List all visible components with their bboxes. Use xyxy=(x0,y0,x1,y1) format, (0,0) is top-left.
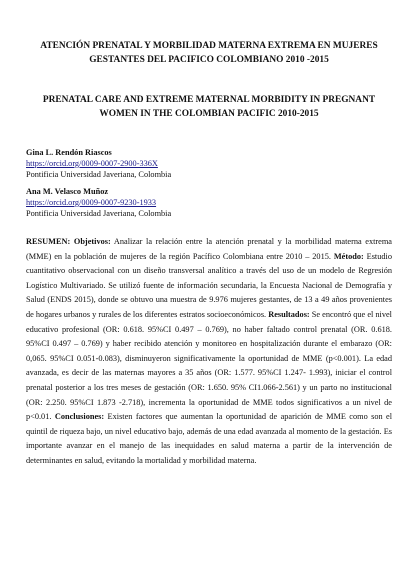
author-affiliation: Pontificia Universidad Javeriana, Colombia xyxy=(26,209,172,218)
conclusiones-label: Conclusiones: xyxy=(54,412,105,422)
conclusiones-text: Existen factores que aumentan la oportunidad de aparición de MME como son el quintil de riqueza bajo, un nivel educativo bajo, además de una edad avanzada al momento de la gestación. Es importante avanzar en el manejo de las inequidades en salud materna a partir de la intervención de determinantes en salud, evitando la mortalidad y morbilidad materna. xyxy=(26,412,393,465)
author-name: Gina L. Rendón Riascos xyxy=(26,148,112,157)
author-name: Ana M. Velasco Muñoz xyxy=(26,187,109,196)
english-title: PRENATAL CARE AND EXTREME MATERNAL MORBIDITY IN PREGNANT WOMEN IN THE COLOMBIAN PACIFIC 2010-2015 xyxy=(42,95,376,119)
author-block xyxy=(26,186,171,219)
objetivos-text: Analizar la relación entre la atención prenatal y la morbilidad materna extrema (MME) en la población de mujeres de la región Pacífico Colombiana entre 2010 – 2015. xyxy=(26,237,392,261)
orcid-link[interactable]: https://orcid.org/0009-0007-2900-336X xyxy=(26,159,158,168)
resultados-label: Resultados: xyxy=(268,309,310,319)
resumen-label: RESUMEN xyxy=(26,237,68,246)
objetivos-label: Objetivos: xyxy=(73,237,111,246)
metodo-text: Estudio cuantitativo observacional con un diseño transversal analítico a través del uso de un modelo de Regresión Logístico Multivariado. Se utilizó fuente de información secundaria, la Encuesta Nacional de Demografía y Salud (ENDS 2015), donde se obtuvo una muestra de 9.976 mujeres gestantes, de 13 a 49 años provenientes de hogares urbanos y rurales de los diferentes estratos socioeconómicos. xyxy=(26,251,392,319)
abstract-paragraph: RESUMEN: Objetivos: Analizar la relación entre la atención prenatal y la morbilidad materna extrema (MME) en la población de mujeres de la región Pacífico Colombiana entre 2010 – 2015. Método: Estudio cuantitativo observacional con un diseño transversal analítico a través del uso de un modelo de Regresión Logístico Multivariado. Se utilizó fuente de información secundaria, la Encuesta Nacional de Demografía y Salud (ENDS 2015), donde se obtuvo una muestra de 9.976 mujeres gestantes, de 13 a 49 años provenientes de hogares urbanos y rurales de los diferentes estratos socioeconómicos. Resultados: Se encontró que el nivel educativo profesional (OR: 0.618. 95%CI 0.497 – 0.769), no haber faltado control prenatal (OR. 0.618. 95%CI 0.497 – 0.769) y haber recibido atención y monitoreo en hospitalización durante el embarazo (OR: 0,065. 95%CI 0.051-0.083), disminuyeron significativamente la oportunidad de MME (p<0.001). La edad avanzada, es decir de las maternas mayores a 35 años (OR: 1.577. 95%CI 1.247- 1.993), iniciar el control prenatal posterior a los tres meses de gestación (OR: 1.650. 95% CI1.066-2.561) y un parto no institucional (OR: 2.250. 95%CI 1.873 -2.718), incrementa la oportunidad de MME todos significativos a un nivel de p<0.01. Conclusiones: Existen factores que aumentan la oportunidad de aparición de MME como son el quintil de riqueza bajo, un nivel educativo bajo, además de una edad avanzada al momento de la gestación. Es importante avanzar en el manejo de las inequidades en salud materna a partir de la intervención de determinantes en salud, evitando la mortalidad y morbilidad materna. xyxy=(26,237,393,465)
metodo-label: Método: xyxy=(333,251,364,261)
resultados-text: Se encontró que el nivel educativo profesional (OR: 0.618. 95%CI 0.497 – 0.769), no haber faltado control prenatal (OR. 0.618. 95%CI 0.497 – 0.769) y haber recibido atención y monitoreo en hospitalización durante el embarazo (OR: 0,065. 95%CI 0.051-0.083), disminuyeron significativamente la oportunidad de MME (p<0.001). La edad avanzada, es decir de las maternas mayores a 35 años (OR: 1.577. 95%CI 1.247- 1.993), iniciar el control prenatal posterior a los tres meses de gestación (OR: 1.650. 95% CI1.066-2.561) y un parto no institucional (OR: 2.250. 95%CI 1.873 -2.718), incrementa la oportunidad de MME todos significativos a un nivel de p<0.01. xyxy=(26,309,392,422)
spanish-title: ATENCIÓN PRENATAL Y MORBILIDAD MATERNA EXTREMA EN MUJERES GESTANTES DEL PACIFICO COLOMBIANO 2010 -2015 xyxy=(40,41,378,65)
orcid-link[interactable]: https://orcid.org/0009-0007-9230-1933 xyxy=(26,198,157,207)
author-block xyxy=(26,147,171,180)
author-affiliation: Pontificia Universidad Javeriana, Colombia xyxy=(26,170,172,179)
